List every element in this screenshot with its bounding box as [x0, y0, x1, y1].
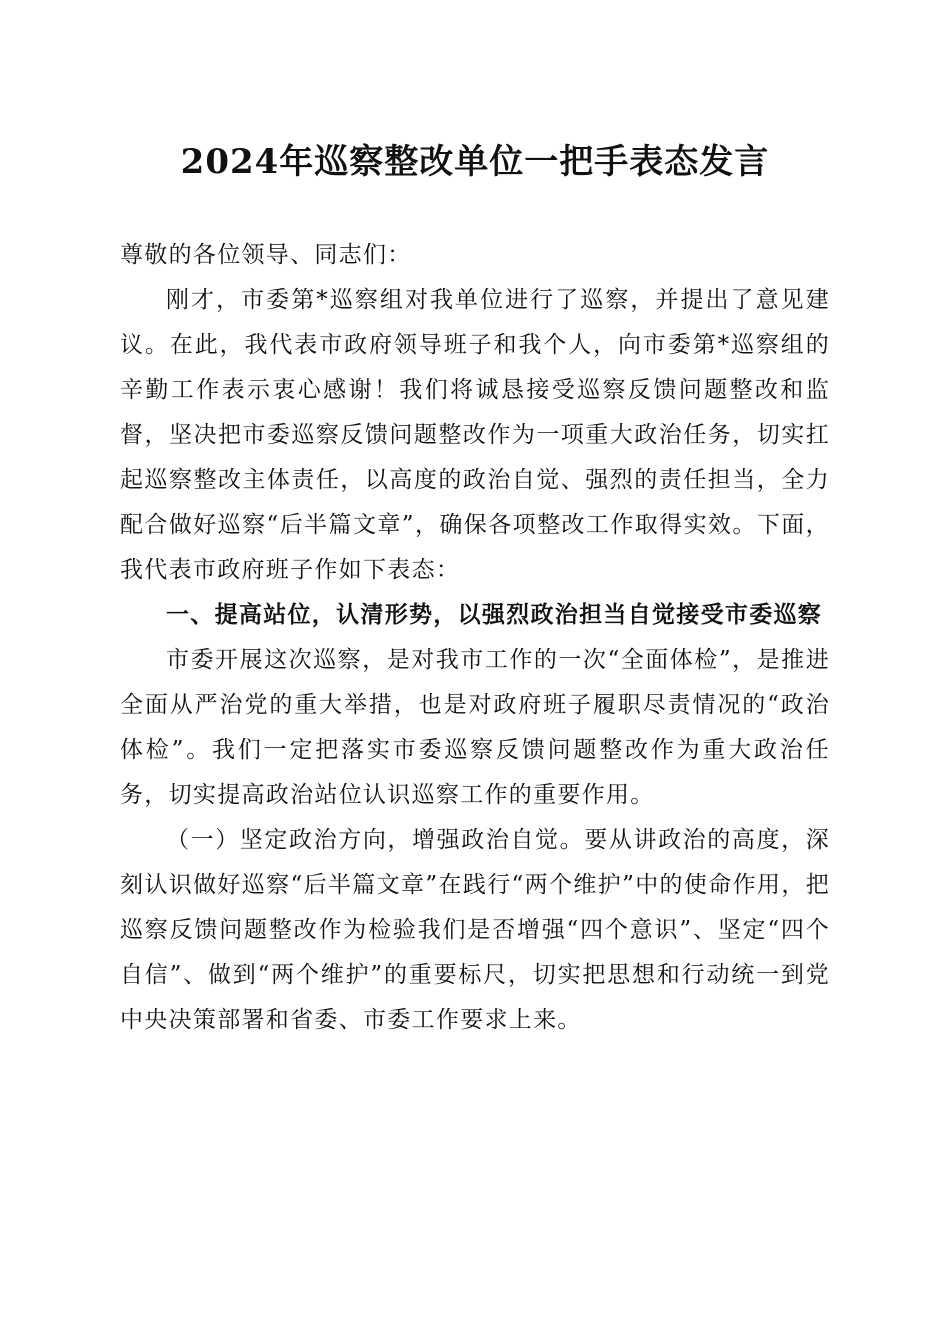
document-body	[120, 233, 830, 1043]
section-1-heading: 一、提高站位，认清形势，以强烈政治担当自觉接受市委巡察	[166, 602, 823, 628]
intro-paragraph: 刚才，市委第*巡察组对我单位进行了巡察，并提出了意见建议。在此，我代表市政府领导班子和我个人，向市委第*巡察组的辛勤工作表示衷心感谢！我们将诚恳接受巡察反馈问题整改和监督，坚决把市委巡察反馈问题整改作为一项重大政治任务，切实扛起巡察整改主体责任，以高度的政治自觉、强烈的责任担当，全力配合做好巡察“后半篇文章”，确保各项整改工作取得实效。下面，我代表市政府班子作如下表态：	[120, 287, 830, 583]
subsection-1-paragraph: （一）坚定政治方向，增强政治自觉。要从讲政治的高度，深刻认识做好巡察“后半篇文章”在践行“两个维护”中的使命作用，把巡察反馈问题整改作为检验我们是否增强“四个意识”、坚定“四个自信”、做到“两个维护”的重要标尺，切实把思想和行动统一到党中央决策部署和省委、市委工作要求上来。	[120, 827, 830, 1033]
section-1-paragraph: 市委开展这次巡察，是对我市工作的一次“全面体检”，是推进全面从严治党的重大举措，也是对政府班子履职尽责情况的“政治体检”。我们一定把落实市委巡察反馈问题整改作为重大政治任务，切实提高政治站位认识巡察工作的重要作用。	[120, 647, 830, 808]
salutation: 尊敬的各位领导、同志们：	[120, 242, 412, 268]
document-title: 2024年巡察整改单位一把手表态发言	[180, 142, 770, 182]
